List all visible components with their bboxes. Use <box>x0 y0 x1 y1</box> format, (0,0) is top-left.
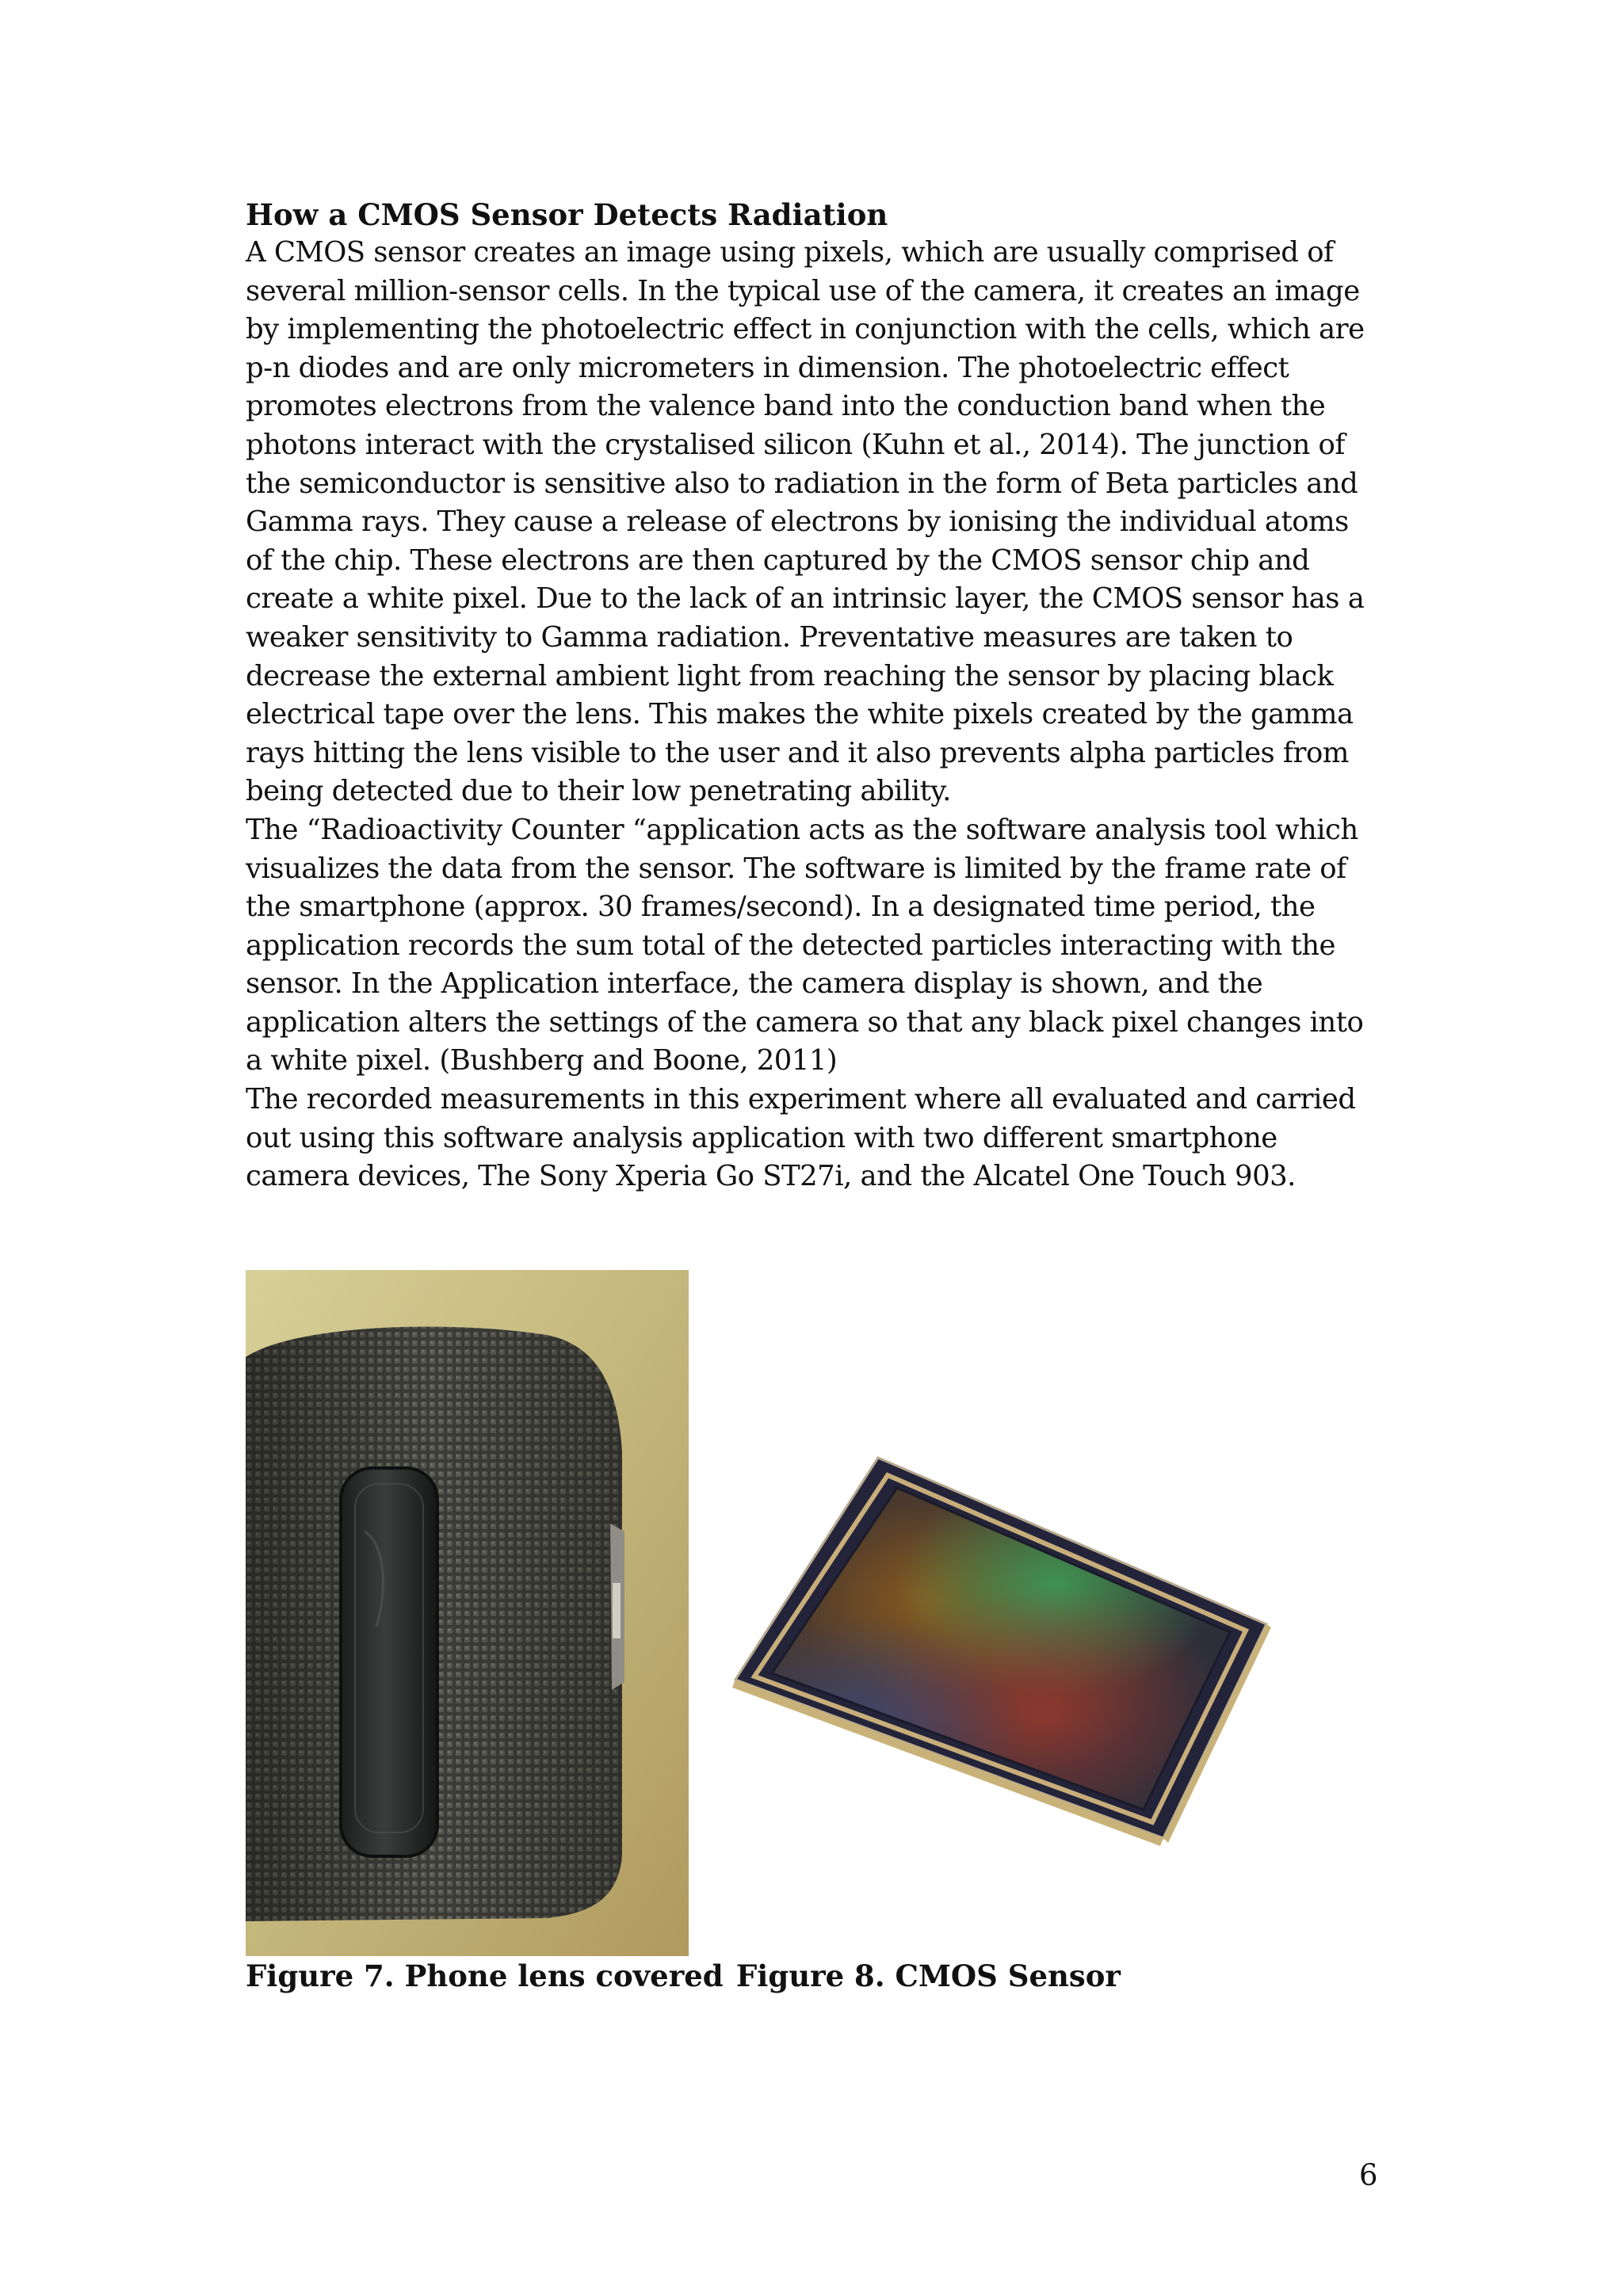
figure-8-caption: Figure 8. CMOS Sensor <box>736 1958 1121 1993</box>
figure-7-phone-photo <box>246 1270 689 1956</box>
page-number: 6 <box>1359 2158 1378 2192</box>
body-line: p-n diodes and are only micrometers in dimension. The photoelectric effect <box>246 351 1289 384</box>
body-line: visualizes the data from the sensor. The software is limited by the frame rate of <box>246 852 1346 885</box>
body-line: electrical tape over the lens. This makes the white pixels created by the gamma <box>246 698 1354 731</box>
body-line: weaker sensitivity to Gamma radiation. Preventative measures are taken to <box>246 620 1293 654</box>
body-line: the smartphone (approx. 30 frames/second). In a designated time period, the <box>246 891 1316 924</box>
body-line: sensor. In the Application interface, the camera display is shown, and the <box>246 967 1263 1001</box>
body-line: A CMOS sensor creates an image using pixels, which are usually comprised of <box>246 236 1334 269</box>
body-line: by implementing the photoelectric effect in conjunction with the cells, which are <box>246 313 1365 346</box>
body-line: out using this software analysis application with two different smartphone <box>246 1121 1277 1154</box>
body-line: application alters the settings of the camera so that any black pixel changes into <box>246 1005 1364 1039</box>
body-line: create a white pixel. Due to the lack of an intrinsic layer, the CMOS sensor has a <box>246 582 1365 616</box>
body-line: camera devices, The Sony Xperia Go ST27i, and the Alcatel One Touch 903. <box>246 1160 1296 1193</box>
body-line: being detected due to their low penetrating ability. <box>246 775 951 808</box>
body-line: promotes electrons from the valence band into the conduction band when the <box>246 390 1326 423</box>
body-line: The recorded measurements in this experiment where all evaluated and carried <box>246 1083 1356 1116</box>
text-section <box>246 196 1371 1196</box>
body-line: The “Radioactivity Counter “application acts as the software analysis tool which <box>246 813 1358 846</box>
figure-7-caption: Figure 7. Phone lens covered <box>246 1958 724 1993</box>
body-line: several million-sensor cells. In the typical use of the camera, it creates an image <box>246 274 1360 307</box>
figure-8-cmos-sensor <box>712 1426 1306 1949</box>
body-line: rays hitting the lens visible to the user and it also prevents alpha particles from <box>246 736 1349 769</box>
body-line: photons interact with the crystalised silicon (Kuhn et al., 2014). The junction of <box>246 428 1345 461</box>
body-line: application records the sum total of the detected particles interacting with the <box>246 929 1336 962</box>
body-line: the semiconductor is sensitive also to radiation in the form of Beta particles and <box>246 467 1358 500</box>
section-heading: How a CMOS Sensor Detects Radiation <box>246 197 888 232</box>
body-line: decrease the external ambient light from reaching the sensor by placing black <box>246 659 1334 692</box>
body-line: of the chip. These electrons are then captured by the CMOS sensor chip and <box>246 543 1310 577</box>
body-line: Gamma rays. They cause a release of electrons by ionising the individual atoms <box>246 505 1349 539</box>
body-line: a white pixel. (Bushberg and Boone, 2011) <box>246 1044 838 1077</box>
